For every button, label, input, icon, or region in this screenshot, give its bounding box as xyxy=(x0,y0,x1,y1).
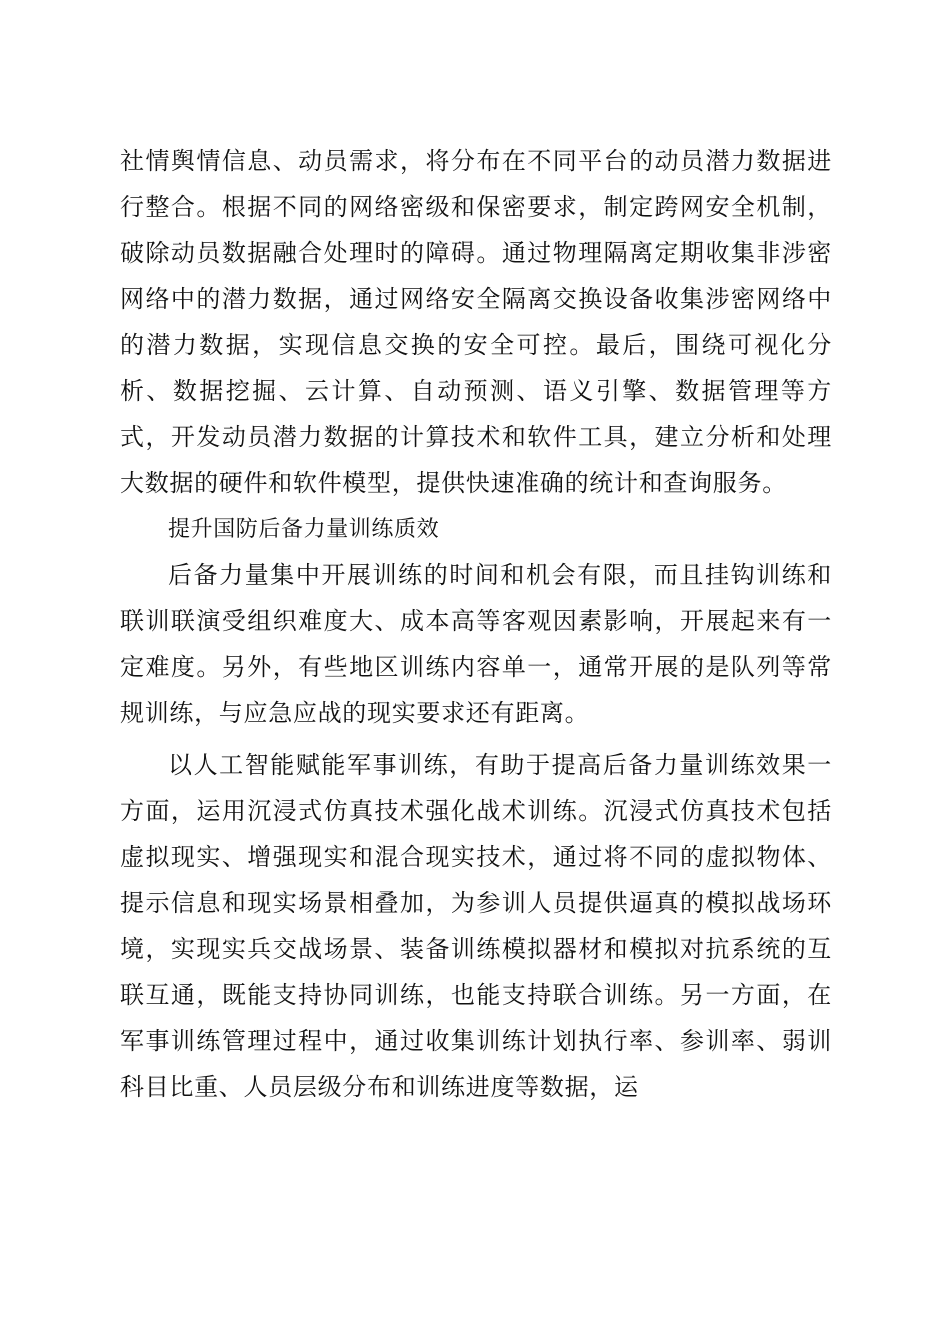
paragraph-training-limits: 后备力量集中开展训练的时间和机会有限，而且挂钩训练和联训联演受组织难度大、成本高等客观因素影响，开展起来有一定难度。另外，有些地区训练内容单一，通常开展的是队列等常规训练，与应急应战的现实要求还有距离。 xyxy=(120,561,832,727)
section-heading: 提升国防后备力量训练质效 xyxy=(168,517,440,542)
paragraph-ai-training: 以人工智能赋能军事训练，有助于提高后备力量训练效果一方面，运用沉浸式仿真技术强化战术训练。沉浸式仿真技术包括虚拟现实、增强现实和混合现实技术，通过将不同的虚拟物体、提示信息和现实场景相叠加，为参训人员提供逼真的模拟战场环境，实现实兵交战场景、装备训练模拟器材和模拟对抗系统的互联互通，既能支持协同训练，也能支持联合训练。另一方面，在军事训练管理过程中，通过收集训练计划执行率、参训率、弱训科目比重、人员层级分布和训练进度等数据，运 xyxy=(120,751,832,1101)
document-body xyxy=(120,138,832,1110)
paragraph-continuation: 社情舆情信息、动员需求，将分布在不同平台的动员潜力数据进行整合。根据不同的网络密级和保密要求，制定跨网安全机制，破除动员数据融合处理时的障碍。通过物理隔离定期收集非涉密网络中的潜力数据，通过网络安全隔离交换设备收集涉密网络中的潜力数据，实现信息交换的安全可控。最后，围绕可视化分析、数据挖掘、云计算、自动预测、语义引擎、数据管理等方式，开发动员潜力数据的计算技术和软件工具，建立分析和处理大数据的硬件和软件模型，提供快速准确的统计和查询服务。 xyxy=(120,147,832,497)
